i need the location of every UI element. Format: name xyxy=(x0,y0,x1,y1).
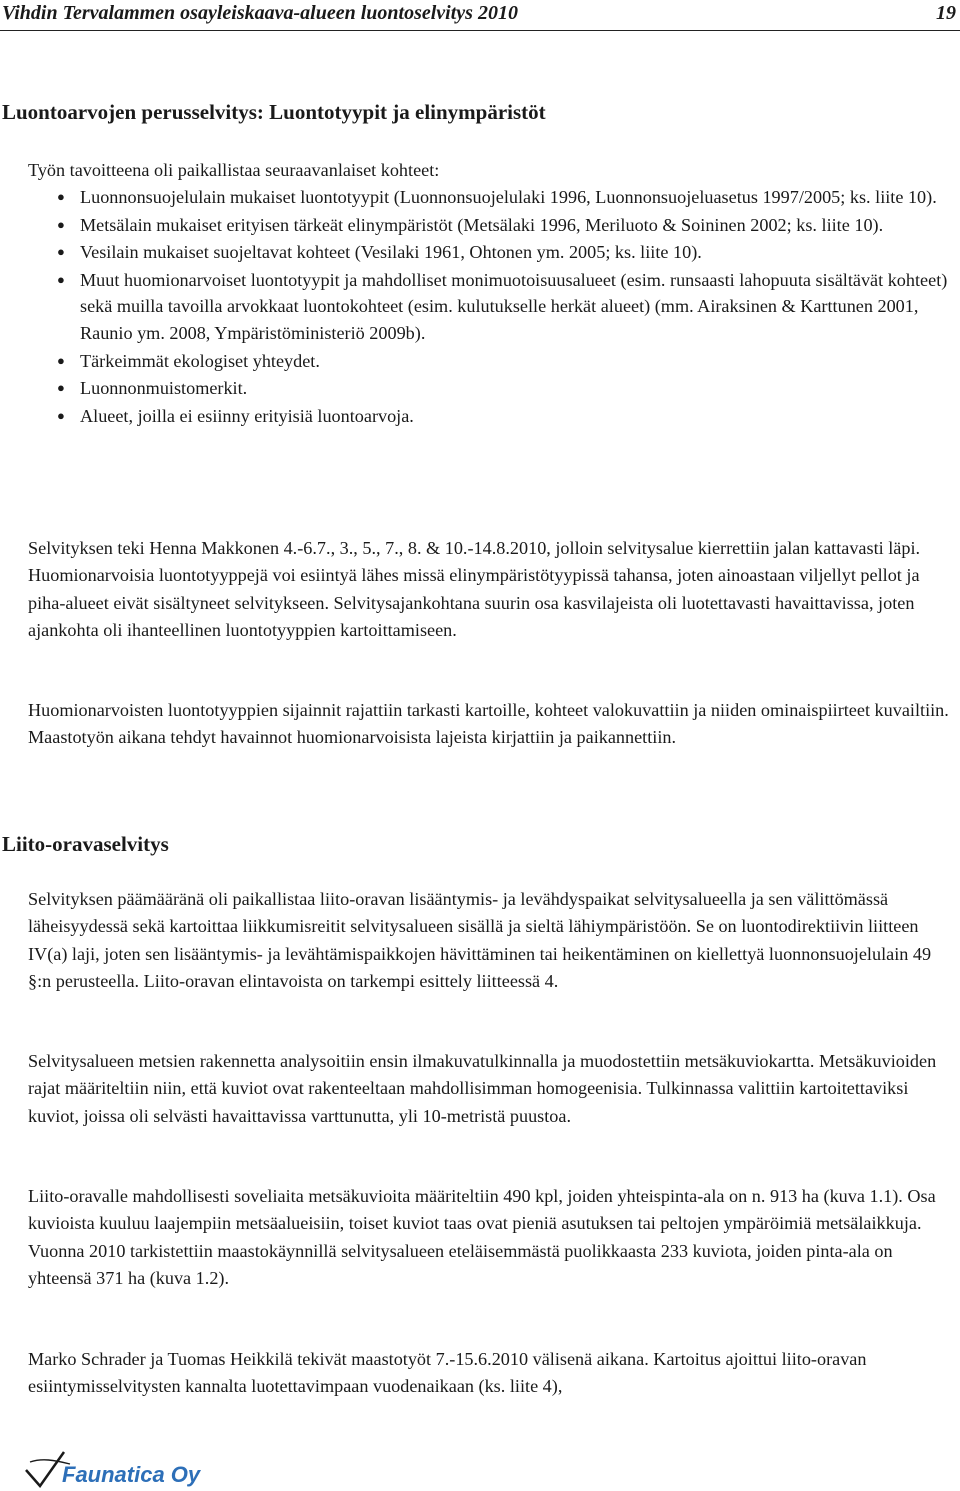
stands-paragraph: Liito-oravalle mahdollisesti soveliaita metsäkuvioita määriteltiin 490 kpl, joiden yhteispinta-ala on n. 913 ha (kuva 1.1). Osa kuvioista kuuluu laajempiin metsäalueisiin, toiset kuviot taas ovat pieniä asutuksen tai peltojen ympäröimiä metsälaikkuja. Vuonna 2010 tarkistettiin maastokäynnillä selvitysalueen eteläisemmästä puolikkaasta 233 kuviota, joiden pinta-ala on yhteensä 371 ha (kuva 1.2). xyxy=(28,1186,936,1288)
section-heading-flying-squirrel: Liito-oravaselvitys xyxy=(2,832,169,856)
list-item: ● Muut huomionarvoiset luontotyypit ja mahdolliset monimuotoisuusalueet (esim. runsaasti lahopuuta sisältävät kohteet) sekä muilla tavoilla arvokkaat luontokohteet (esim. kulutukselle herkät alueet) (mm. Airaksinen & Karttunen 2001, Raunio ym. 2008, Ympäristöministeriö 2009b). xyxy=(28,267,958,347)
list-item: ● Vesilain mukaiset suojeltavat kohteet (Vesilaki 1961, Ohtonen ym. 2005; ks. liite 10). xyxy=(28,239,958,266)
mapping-paragraph: Huomionarvoisten luontotyyppien sijainnit rajattiin tarkasti kartoille, kohteet valokuvattiin ja niiden ominaispiirteet kuvailtiin. Maastotyön aikana tehdyt havainnot huomionarvoisista lajeista kirjattiin ja paikannettiin. xyxy=(28,700,949,748)
list-item: ● Metsälain mukaiset erityisen tärkeät elinympäristöt (Metsälaki 1996, Meriluoto & Soininen 2002; ks. liite 10). xyxy=(28,212,958,239)
analysis-paragraph: Selvitysalueen metsien rakennetta analysoitiin ensin ilmakuvatulkinnalla ja muodostettiin metsäkuviokartta. Metsäkuvioiden rajat määriteltiin niin, että kuviot ovat rakenteeltaan mahdollisimman homogeenisia. Tulkinnassa valittiin kartoitettaviksi kuviot, joissa oli selvästi havaittavissa varttunutta, yli 10-metristä puustoa. xyxy=(28,1051,937,1126)
faunatica-logo xyxy=(24,1448,234,1488)
list-item: ● Luonnonmuistomerkit. xyxy=(28,375,958,402)
page-number: 19 xyxy=(936,2,956,24)
list-item: ● Tärkeimmät ekologiset yhteydet. xyxy=(28,348,958,375)
bullet-icon: ● xyxy=(57,244,65,260)
running-header xyxy=(0,2,960,31)
list-item: ● Alueet, joilla ei esiinny erityisiä luontoarvoja. xyxy=(28,403,958,430)
target-list xyxy=(28,184,958,429)
fieldwork-paragraph: Marko Schrader ja Tuomas Heikkilä tekivät maastotyöt 7.-15.6.2010 välisenä aikana. Kartoitus ajoittui liito-oravan esiintymisselvitysten kannalta luotettavimpaan vuodenaikaan (ks. liite 4), xyxy=(28,1349,867,1397)
bullet-icon: ● xyxy=(57,380,65,396)
bullet-icon: ● xyxy=(57,407,65,423)
goal-paragraph: Selvityksen päämääränä oli paikallistaa liito-oravan lisääntymis- ja levähdyspaikat selvitysalueella ja sen välittömässä läheisyydessä sekä kartoittaa liikkumisreitit selvitysalueen sisällä ja sieltä lähiympäristöön. Se on luontodirektiivin liitteen IV(a) laji, joten sen lisääntymis- ja levähtämispaikkojen hävittäminen tai heikentäminen on kiellettyä luonnonsuojelulain 49 §:n perusteella. Liito-oravan elintavoista on tarkempi esittely liitteessä 4. xyxy=(28,889,932,991)
bullet-icon: ● xyxy=(57,352,65,368)
bullet-icon: ● xyxy=(57,189,65,204)
bullet-icon: ● xyxy=(57,216,65,232)
document-title: Vihdin Tervalammen osayleiskaava-alueen luontoselvitys 2010 xyxy=(2,2,518,24)
list-item: ● Luonnonsuojelulain mukaiset luontotyypit (Luonnonsuojelulaki 1996, Luonnonsuojeluasetus 1997/2005; ks. liite 10). xyxy=(28,184,958,211)
bullet-icon: ● xyxy=(57,271,65,287)
section-heading-habitats: Luontoarvojen perusselvitys: Luontotyypit ja elinympäristöt xyxy=(2,100,546,124)
logo-text: Faunatica Oy xyxy=(62,1462,201,1487)
survey-paragraph: Selvityksen teki Henna Makkonen 4.-6.7., 3., 5., 7., 8. & 10.-14.8.2010, jolloin selvitysalue kierrettiin jalan kattavasti läpi. Huomionarvoisia luontotyyppejä voi esiintyä lähes missä elinympäristötyypissä tahansa, joten ainoastaan viljellyt pellot ja piha-alueet eivät sisältyneet selvitykseen. Selvitysajankohtana suurin osa kasvilajeista oli luotettavasti havaittavissa, joten ajankohta oli ihanteellinen luontotyyppien kartoittamiseen. xyxy=(28,538,921,640)
intro-text: Työn tavoitteena oli paikallistaa seuraavanlaiset kohteet: xyxy=(28,160,440,180)
